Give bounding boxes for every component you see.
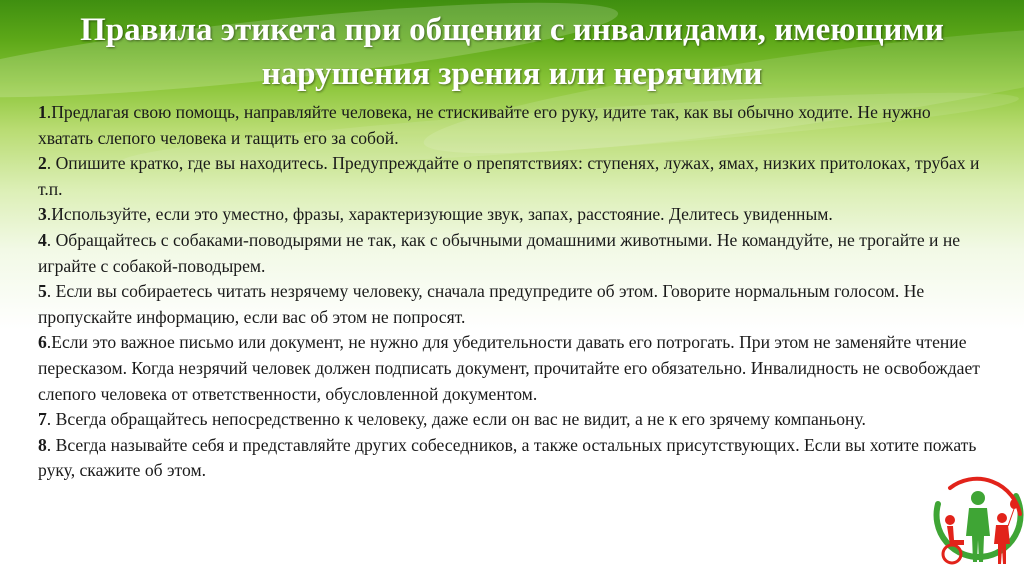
rule-text: . Всегда называйте себя и представляйте других собеседников, а также остальных присутствующих. Если вы хотите пожать руку, скажите об этом. (38, 434, 977, 481)
rule-text: . Всегда обращайтесь непосредственно к человеку, даже если он вас не видит, а не к его зрячему компаньону. (46, 409, 866, 430)
rule-item (38, 330, 983, 407)
rule-number: 2 (38, 153, 47, 174)
rule-number: 5 (38, 281, 47, 302)
rule-text: . Если вы собираетесь читать незрячему человеку, сначала предупредите об этом. Говорите нормальным голосом. Не пропускайте информацию, если вас об этом не попросят. (38, 281, 925, 327)
rules-list (38, 100, 983, 484)
rule-number: 6 (38, 332, 47, 353)
rule-text: . Обращайтесь с собаками-поводырями не так, как с обычными домашними животными. Не командуйте, не трогайте и не играйте с собакой-поводырем. (38, 229, 961, 276)
rule-number: 1 (38, 102, 47, 122)
rule-text: .Предлагая свою помощь, направляйте человека, не стискивайте его руку, идите так, как вы обычно ходите. Не нужно хватать слепого человека и тащить его за собой. (38, 102, 931, 148)
rule-item (38, 202, 983, 228)
rule-text: .Используйте, если это уместно, фразы, характеризующие звук, запах, расстояние. Делитесь увиденным. (46, 204, 833, 225)
rule-item (38, 100, 983, 151)
rule-text: .Если это важное письмо или документ, не нужно для убедительности давать его потрогать. При этом не заменяйте чтение пересказом. Когда незрячий человек должен подписать документ, прочитайте его обязательно. Инвалидность не освобождает слепого человека от ответственности, обусловленной документом. (38, 332, 980, 404)
rule-item (38, 228, 983, 279)
rule-item (38, 433, 983, 484)
rule-number: 8 (38, 434, 47, 455)
rule-number: 3 (38, 204, 47, 225)
rule-number: 7 (38, 409, 47, 430)
disability-inclusion-logo-icon (920, 474, 1024, 576)
slide-title: Правила этикета при общении с инвалидами, имеющими нарушения зрения или нерячими (80, 12, 944, 92)
rule-item (38, 407, 983, 433)
rule-item (38, 151, 983, 202)
rule-number: 4 (38, 229, 47, 250)
rule-text: . Опишите кратко, где вы находитесь. Предупреждайте о препятствиях: ступенях, лужах, ямах, низких притолоках, трубах и т.п. (38, 153, 980, 199)
rule-item (38, 279, 983, 330)
